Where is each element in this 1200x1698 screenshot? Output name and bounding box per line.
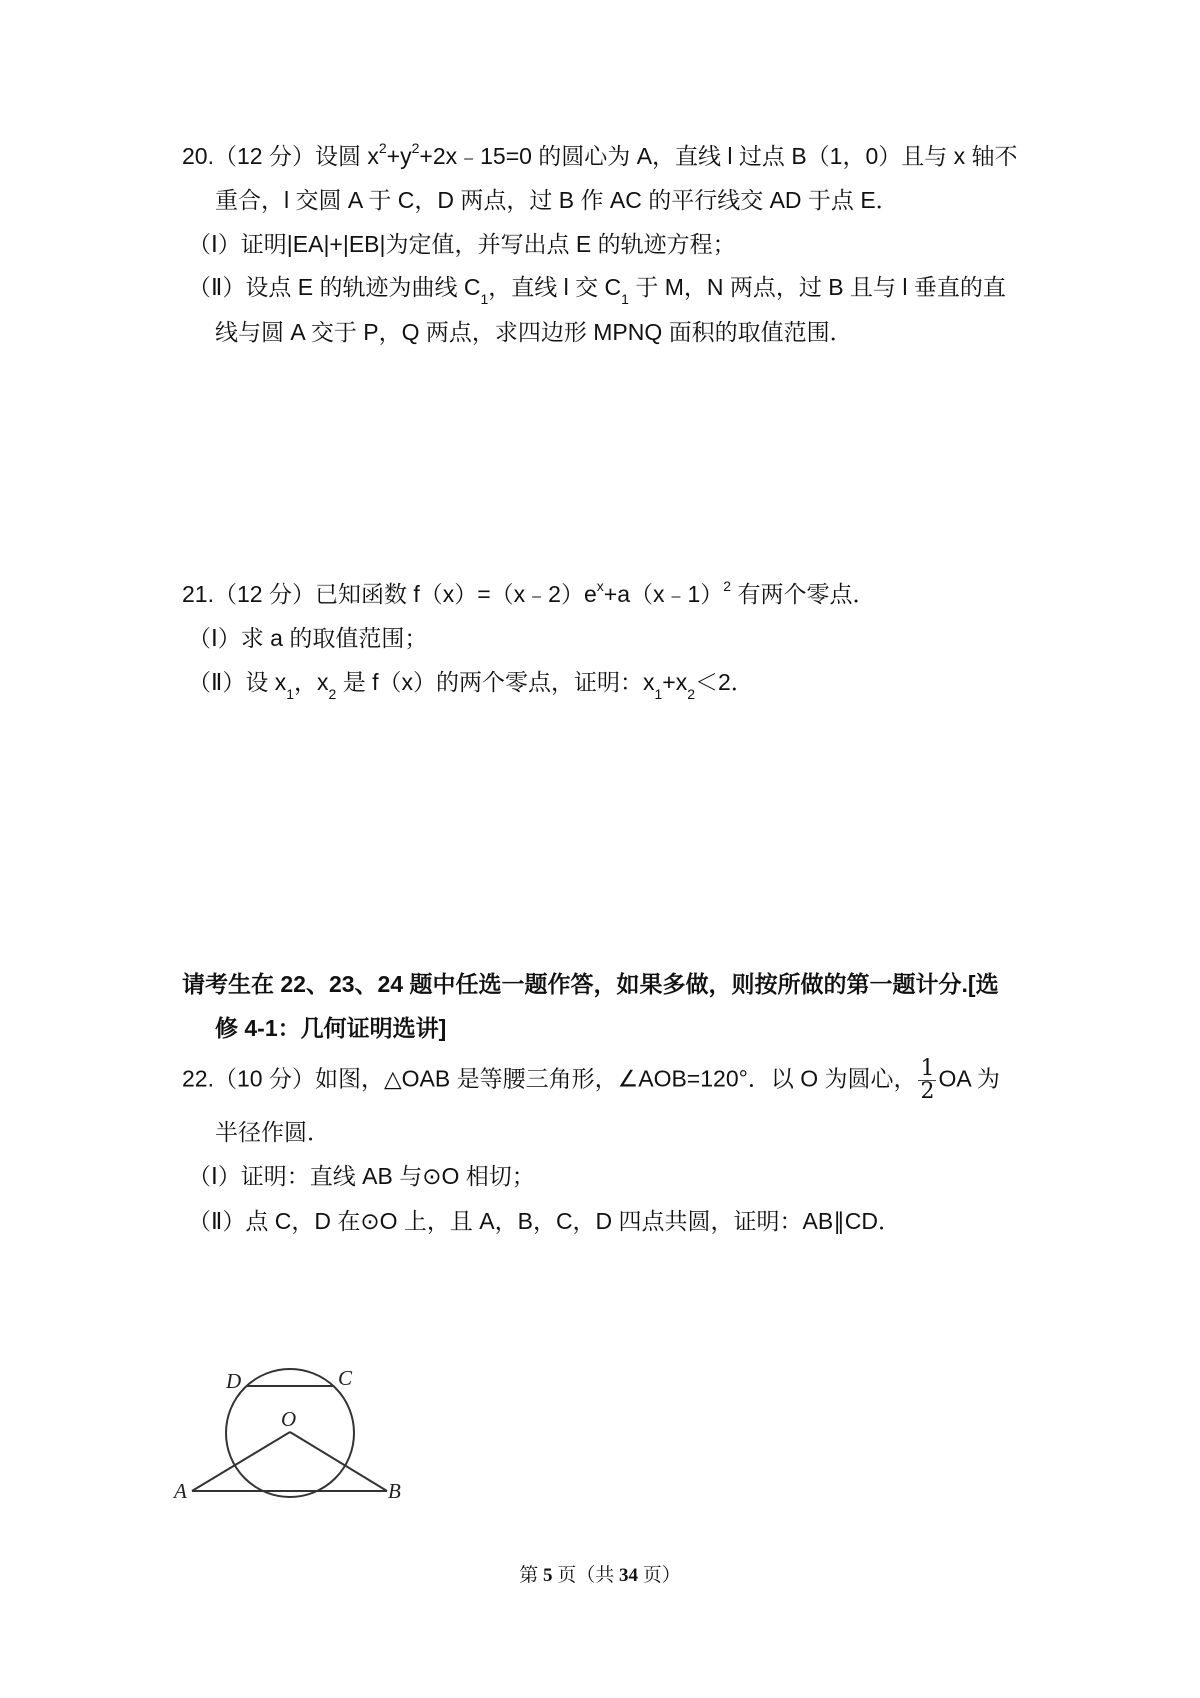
q20-part2-line2: 线与圆 A 交于 P，Q 两点，求四边形 MPNQ 面积的取值范围． <box>215 319 853 345</box>
total-page-count: 34 <box>619 1565 638 1586</box>
q21-text: +a（x﹣1） <box>603 581 724 607</box>
q21-number: 21. <box>182 581 214 607</box>
q22-text: 如图，△OAB 是等腰三角形，∠AOB=120°．以 O 为圆心， <box>314 1065 917 1092</box>
elective-instruction-line1: 请考生在 22、23、24 题中任选一题作答，如果多做，则按所做的第一题计分.[选 <box>182 971 999 997</box>
label-b: B <box>388 1479 401 1503</box>
label-c: C <box>338 1366 353 1390</box>
q21-part1: （Ⅰ）求 a 的取值范围； <box>188 625 428 651</box>
q21-subscript: 1 <box>286 685 295 702</box>
q21-subscript: 2 <box>328 685 337 702</box>
q22-stem-line2: 半径作圆． <box>215 1119 330 1145</box>
q20-subscript: 1 <box>480 290 489 307</box>
q20-part2-text: ，直线 l 交 C <box>488 274 622 300</box>
label-a: A <box>174 1479 187 1503</box>
q21-subscript: 2 <box>687 685 696 702</box>
q20-exponent: 2 <box>411 140 420 157</box>
q20-part2-line1 <box>188 271 1006 307</box>
q21-part2-text: ＜2． <box>695 669 754 695</box>
q20-stem-line1 <box>182 140 1018 172</box>
q20-part2-text: （Ⅱ）设点 E 的轨迹为曲线 C <box>188 274 481 300</box>
q22-score: （10 分） <box>213 1065 315 1092</box>
q20-text: 设圆 x <box>314 143 379 169</box>
q21-part2 <box>188 666 754 702</box>
q21-score: （12 分） <box>213 581 315 607</box>
fraction-numerator: 1 <box>920 1056 935 1081</box>
segment-oa <box>192 1432 290 1491</box>
q20-text: +2x﹣15=0 的圆心为 A，直线 l 过点 B（1，0）且与 x 轴不 <box>419 143 1018 169</box>
label-d: D <box>226 1369 242 1393</box>
elective-instruction-line2: 修 4-1：几何证明选讲] <box>215 1015 447 1041</box>
q20-score: （12 分） <box>213 143 315 169</box>
q21-subscript: 1 <box>654 685 663 702</box>
q21-part2-text: （Ⅱ）设 x <box>188 669 287 695</box>
geometry-figure <box>174 1350 460 1503</box>
q22-part1: （Ⅰ）证明：直线 AB 与⊙O 相切； <box>188 1163 535 1189</box>
one-half-fraction <box>918 1058 936 1103</box>
fraction-denominator: 2 <box>920 1079 935 1104</box>
q21-part2-text: ，x <box>294 669 329 695</box>
footer-text: 页） <box>638 1565 681 1586</box>
q20-stem-line2: 重合，l 交圆 A 于 C，D 两点，过 B 作 AC 的平行线交 AD 于点 E． <box>215 187 899 213</box>
q21-exponent: x <box>596 578 604 595</box>
footer-text: 第 <box>519 1565 543 1586</box>
q20-subscript: 1 <box>621 290 629 307</box>
q22-text: OA 为 <box>938 1065 1000 1092</box>
q20-number: 20. <box>182 143 214 169</box>
q20-text: +y <box>386 143 412 169</box>
q20-part2-text: 于 M，N 两点，过 B 且与 l 垂直的直 <box>628 274 1006 300</box>
segment-ob <box>290 1432 387 1491</box>
q20-exponent: 2 <box>378 140 387 157</box>
q21-text: 有两个零点． <box>731 581 876 607</box>
q22-stem-line1 <box>182 1058 1000 1103</box>
q21-exponent: 2 <box>723 578 732 595</box>
page-footer <box>0 1560 1200 1587</box>
q21-part2-text: 是 f（x）的两个零点，证明：x <box>336 669 655 695</box>
q21-part2-text: +x <box>662 669 688 695</box>
q21-stem <box>182 578 875 610</box>
q22-number: 22. <box>182 1065 214 1092</box>
footer-text: 页（共 <box>552 1565 619 1586</box>
label-o: O <box>281 1407 297 1431</box>
q21-text: 已知函数 f（x）=（x﹣2）e <box>314 581 597 607</box>
current-page-number: 5 <box>542 1565 553 1586</box>
q20-part1: （Ⅰ）证明|EA|+|EB|为定值，并写出点 E 的轨迹方程； <box>188 231 736 257</box>
q22-part2: （Ⅱ）点 C，D 在⊙O 上，且 A，B，C，D 四点共圆，证明：AB∥CD． <box>188 1208 901 1234</box>
